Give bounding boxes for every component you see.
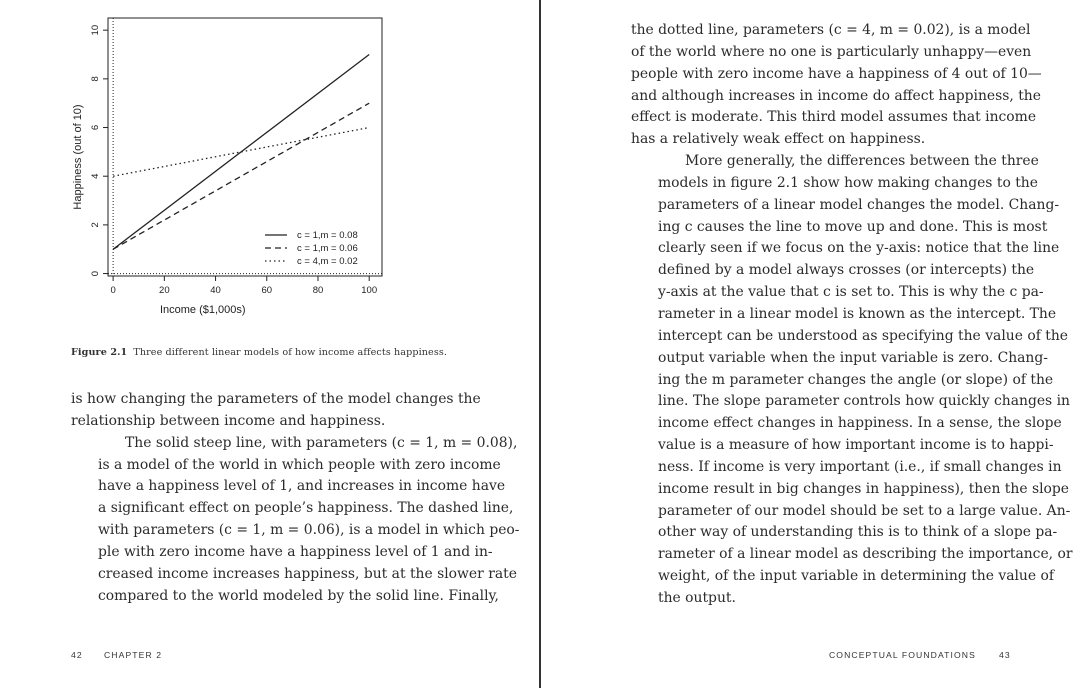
paragraph: [631, 151, 1073, 610]
x-tick-label: 40: [210, 285, 221, 296]
text-line: parameters of a linear model changes the model. Chang-: [658, 196, 1060, 213]
text-line: of the world where no one is particularly unhappy—even: [631, 43, 1032, 60]
y-tick-label: 6: [90, 124, 101, 131]
text-line: has a relatively weak effect on happiness.: [631, 131, 926, 148]
text-line: y-axis at the value that c is set to. This is why the c pa-: [658, 284, 1044, 301]
footer-section-title: CONCEPTUAL FOUNDATIONS: [829, 650, 976, 660]
text-line: the output.: [658, 589, 736, 606]
y-tick-label: 8: [90, 76, 101, 82]
x-tick-label: 20: [159, 285, 170, 296]
footer-page-number-left: 42: [71, 650, 83, 660]
footer-chapter-label: CHAPTER 2: [104, 650, 163, 660]
text-line: output variable when the input variable is zero. Chang-: [658, 349, 1048, 366]
text-line: clearly seen if we focus on the y-axis: notice that the line: [658, 240, 1060, 257]
series-line-solid: [113, 55, 369, 250]
legend-label: c = 1,m = 0.06: [297, 243, 358, 254]
y-tick-label: 0: [90, 270, 101, 277]
x-tick-label: 0: [110, 285, 116, 296]
text-line: weight, of the input variable in determining the value of: [658, 568, 1055, 585]
text-line: relationship between income and happiness.: [71, 412, 386, 429]
text-line: with parameters (c = 1, m = 0.06), is a model in which peo-: [98, 522, 520, 539]
figure-caption: [71, 347, 447, 358]
right-body-text: [631, 20, 1073, 610]
left-body-text: [71, 389, 520, 607]
text-line: and although increases in income do affect happiness, the: [631, 87, 1041, 104]
legend-label: c = 1,m = 0.08: [297, 230, 358, 241]
text-line: have a happiness level of 1, and increases in income have: [98, 478, 506, 495]
x-tick-label: 60: [261, 285, 273, 296]
legend-label: c = 4,m = 0.02: [297, 256, 358, 267]
x-tick-label: 80: [312, 285, 324, 296]
text-line: a significant effect on people’s happiness. The dashed line,: [98, 500, 514, 517]
figure-2-1: [60, 8, 460, 338]
x-tick-label: 100: [361, 285, 378, 296]
paragraph: [631, 20, 1042, 151]
text-line: ing c causes the line to move up and done. This is most: [658, 218, 1048, 235]
text-line: effect is moderate. This third model assumes that income: [631, 109, 1037, 126]
text-line: other way of understanding this is to think of a slope pa-: [658, 524, 1058, 541]
text-line: ness. If income is very important (i.e., if small changes in: [658, 458, 1062, 475]
text-line: models in figure 2.1 show how making changes to the: [658, 174, 1038, 191]
paragraph: [71, 389, 481, 433]
series-line-dashed: [113, 103, 369, 249]
text-line: rameter of a linear model as describing the importance, or: [658, 546, 1073, 563]
footer-page-number-right: 43: [999, 650, 1011, 660]
y-axis-label: Happiness (out of 10): [72, 104, 84, 210]
text-line: value is a measure of how important income is to happi-: [658, 437, 1054, 454]
text-line: income result in big changes in happiness), then the slope: [658, 480, 1070, 497]
text-line: people with zero income have a happiness of 4 out of 10—: [631, 65, 1042, 82]
text-line: defined by a model always crosses (or intercepts) the: [658, 262, 1035, 279]
line-chart: [60, 8, 460, 338]
y-tick-label: 2: [90, 222, 101, 228]
y-tick-label: 10: [90, 24, 101, 36]
text-line: The solid steep line, with parameters (c = 1, m = 0.08),: [125, 434, 518, 451]
text-line: rameter in a linear model is known as the intercept. The: [658, 305, 1057, 322]
left-page: [0, 0, 539, 688]
text-line: is a model of the world in which people with zero income: [98, 456, 501, 473]
text-line: line. The slope parameter controls how quickly changes in: [658, 393, 1070, 410]
text-line: is how changing the parameters of the model changes the: [71, 391, 481, 407]
text-line: creased income increases happiness, but at the slower rate: [98, 565, 517, 582]
text-line: parameter of our model should be set to a large value. An-: [658, 502, 1071, 519]
text-line: ple with zero income have a happiness level of 1 and in-: [98, 543, 493, 560]
x-axis-label: Income ($1,000s): [159, 304, 246, 316]
paragraph: [71, 433, 520, 608]
text-line: the dotted line, parameters (c = 4, m = 0.02), is a model: [631, 22, 1031, 38]
text-line: More generally, the differences between the three: [685, 153, 1039, 170]
figure-caption-text: Three different linear models of how income affects happiness.: [133, 347, 448, 358]
right-page: [541, 0, 1080, 688]
text-line: intercept can be understood as specifying the value of the: [658, 327, 1069, 344]
text-line: ing the m parameter changes the angle (or slope) of the: [658, 371, 1054, 388]
y-tick-label: 4: [90, 173, 101, 179]
text-line: income effect changes in happiness. In a sense, the slope: [658, 415, 1062, 432]
figure-caption-label: Figure 2.1: [71, 347, 128, 358]
text-line: compared to the world modeled by the solid line. Finally,: [98, 587, 499, 604]
